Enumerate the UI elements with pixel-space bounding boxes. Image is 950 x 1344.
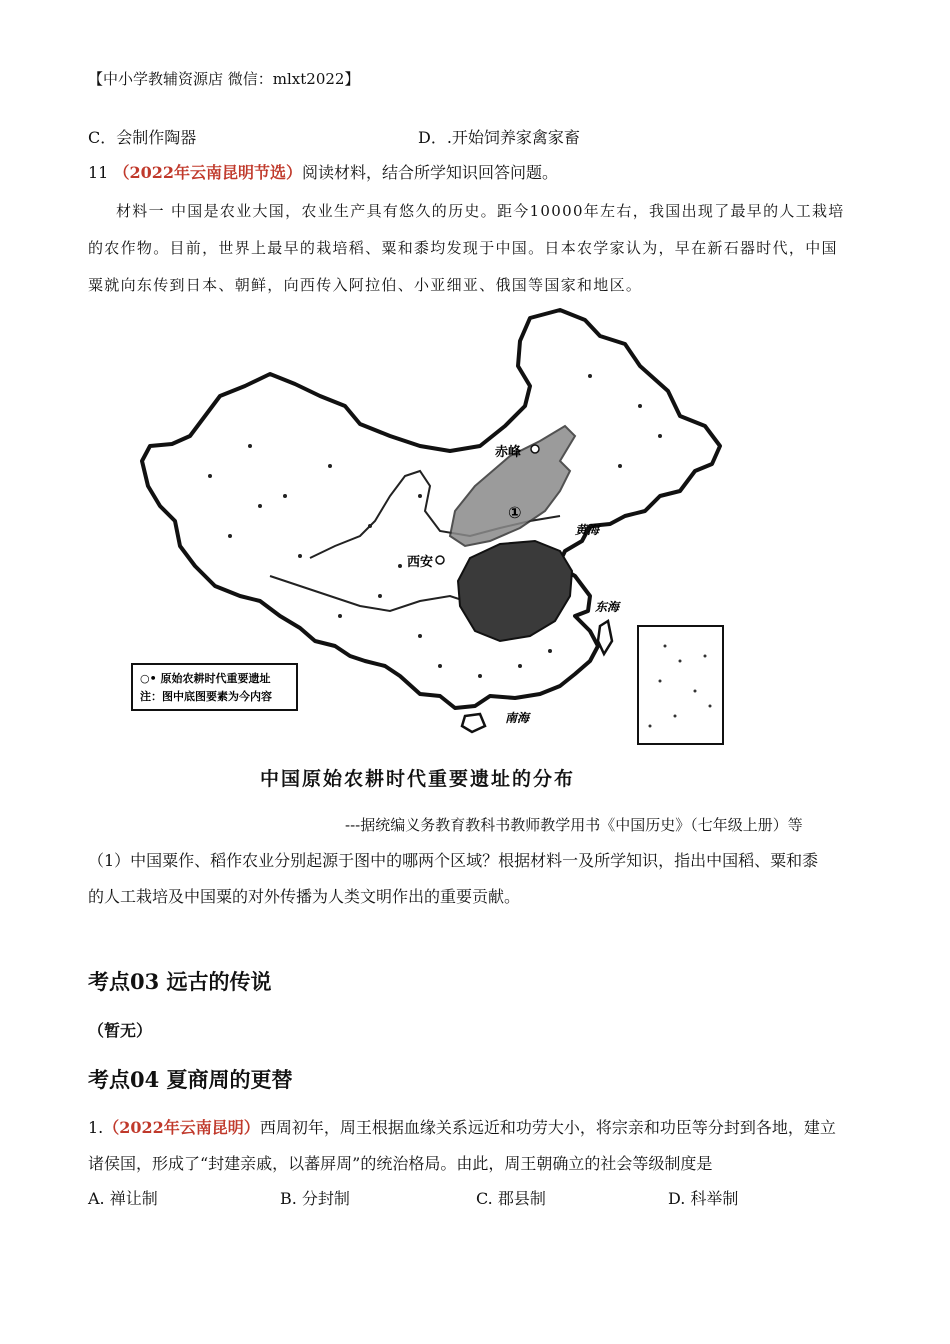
material-line-1: 材料一 中国是农业大国，农业生产具有悠久的历史。距今10000年左右，我国出现了最早的人工栽培 [116,202,845,220]
label-huanghai: 黄海 [575,523,600,537]
label-xian: 西安 [407,555,434,570]
label-donghai: 东海 [595,600,620,614]
q11-heading [88,162,558,184]
subquestion-line-2: 的人工栽培及中国粟的对外传播为人类文明作出的重要贡献。 [88,887,521,906]
section-03-title: 考点03 远古的传说 [88,969,272,994]
label-region-1: ① [508,503,522,522]
page-header: 【中小学教辅资源店 微信：mlxt2022】 [88,70,360,88]
q11-prompt: 阅读材料，结合所学知识回答问题。 [302,163,559,182]
q10-option-c: C．会制作陶器 [88,128,197,147]
subquestion-line-1: （1）中国粟作、稻作农业分别起源于图中的哪两个区域？根据材料一及所学知识，指出中国稻、粟和黍 [88,851,819,870]
q11-source: （2022年云南昆明节选） [113,163,302,182]
q1-text-1: 西周初年，周王根据血缘关系远近和功劳大小，将宗亲和功臣等分封到各地，建立 [259,1118,836,1137]
taiwan-island [598,621,612,654]
china-map [120,296,740,756]
q1-option-c: C. 郡县制 [476,1189,546,1208]
q1-line-1 [88,1117,836,1139]
xian-marker [436,556,444,564]
source-line: ---据统编义务教育教科书教师教学用书《中国历史》（七年级上册）等 [345,816,803,834]
q1-number: 1. [88,1118,104,1137]
q1-source: （2022年云南昆明） [103,1118,260,1137]
chifeng-marker [531,445,539,453]
hainan-island [462,714,485,732]
q10-option-d: D．.开始饲养家禽家畜 [418,128,580,147]
legend-line-2: 注：图中底图要素为今内容 [140,690,272,703]
material-line-2: 的农作物。目前，世界上最早的栽培稻、粟和黍均发现于中国。日本农学家认为，早在新石器时代，中国 [88,239,838,257]
q1-option-a: A. 禅让制 [88,1189,158,1208]
q1-option-d: D. 科举制 [668,1189,739,1208]
label-chifeng: 赤峰 [495,445,522,460]
label-nanhai: 南海 [505,711,530,725]
section-04-title: 考点04 夏商周的更替 [88,1067,293,1092]
q1-option-b: B. 分封制 [280,1189,350,1208]
q1-line-2: 诸侯国，形成了“封建亲戚，以蕃屏周”的统治格局。由此，周王朝确立的社会等级制度是 [88,1154,713,1173]
legend-box [132,664,297,710]
china-outline [142,310,720,708]
map-caption: 中国原始农耕时代重要遗址的分布 [260,768,576,790]
legend-line-1: ○• 原始农耕时代重要遗址 [140,672,271,685]
q11-number: 11 [88,163,109,182]
china-map-figure [120,296,740,796]
material-line-3: 粟就向东传到日本、朝鲜，向西传入阿拉伯、小亚细亚、俄国等国家和地区。 [88,276,643,294]
section-03-note: （暂无） [88,1021,153,1040]
